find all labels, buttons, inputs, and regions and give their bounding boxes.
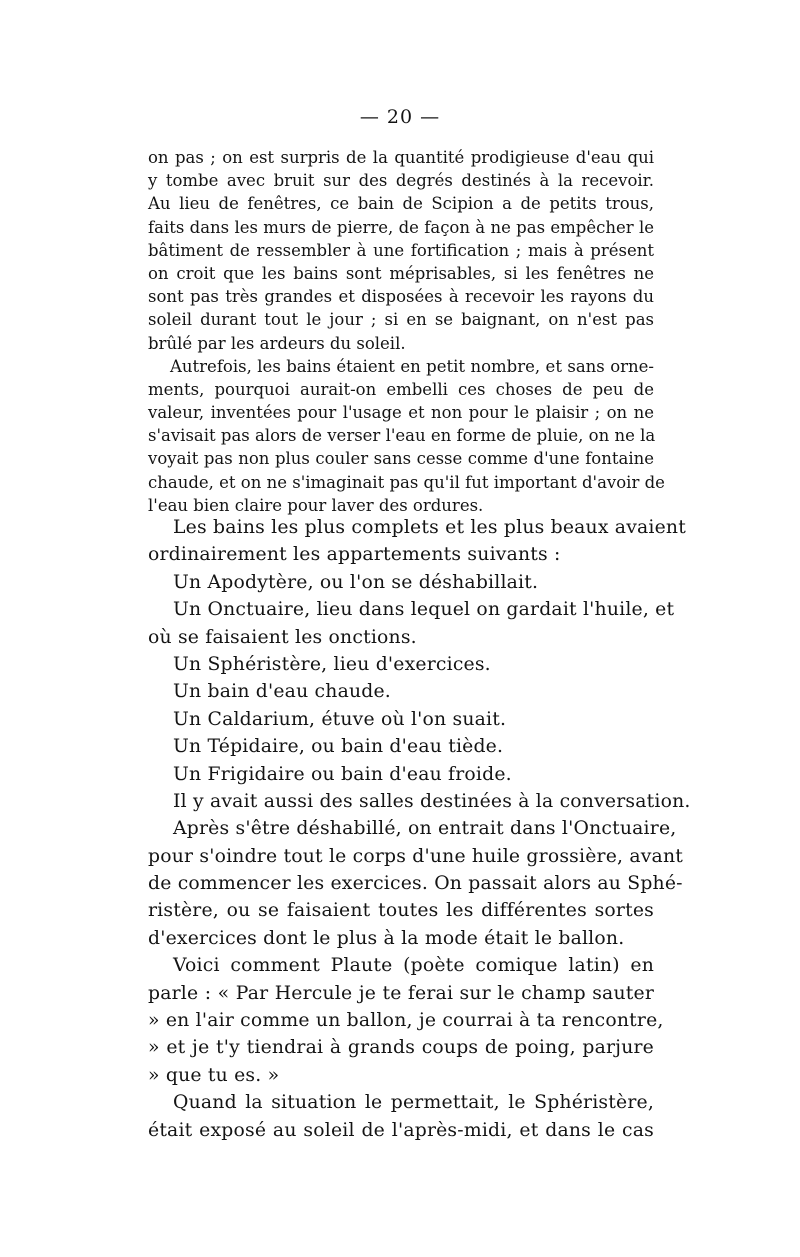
- page-number: — 20 —: [359, 106, 441, 128]
- text-line: voyait pas non plus couler sans cesse comme d'une fontaine: [148, 449, 654, 469]
- text-line: Les bains les plus complets et les plus beaux avaient: [173, 517, 686, 538]
- text-line: » que tu es. »: [148, 1064, 280, 1086]
- text-line: pour s'oindre tout le corps d'une huile grossière, avant: [148, 845, 684, 867]
- room-item: Un Frigidaire ou bain d'eau froide.: [173, 763, 512, 785]
- text-line: valeur, inventées pour l'usage et non pour le plaisir ; on ne: [148, 403, 654, 423]
- text-line: ments, pourquoi aurait-on embelli ces choses de peu de: [148, 379, 654, 399]
- text-line: Au lieu de fenêtres, ce bain de Scipion a de petits trous,: [148, 194, 654, 214]
- text-line: Voici comment Plaute (poète comique latin) en: [173, 955, 654, 977]
- room-item: Un Apodytère, ou l'on se déshabillait.: [173, 571, 539, 593]
- room-item-continued: où se faisaient les onctions.: [148, 626, 417, 648]
- large-text-block: [148, 514, 691, 1144]
- text-line: brûlé par les ardeurs du soleil.: [148, 333, 406, 353]
- room-item: Un Caldarium, étuve où l'on suait.: [173, 708, 507, 730]
- text-line: ordinairement les appartements suivants :: [148, 544, 561, 566]
- text-line: d'exercices dont le plus à la mode était le ballon.: [148, 927, 625, 949]
- text-line: Autrefois, les bains étaient en petit nombre, et sans orne-: [170, 356, 654, 376]
- room-item: Un Tépidaire, ou bain d'eau tiède.: [173, 736, 504, 758]
- text-line: parle : « Par Hercule je te ferai sur le champ sauter: [148, 982, 654, 1004]
- rooms-list: [148, 569, 691, 816]
- text-line: chaude, et on ne s'imaginait pas qu'il fut important d'avoir de: [148, 472, 665, 492]
- text-line: sont pas très grandes et disposées à recevoir les rayons du: [148, 287, 654, 307]
- text-line: ristère, ou se faisaient toutes les différentes sortes: [148, 900, 654, 922]
- paragraph-autrefois: [148, 355, 665, 517]
- paragraph-intro: [148, 514, 686, 569]
- text-line: était exposé au soleil de l'après-midi, et dans le cas: [148, 1119, 654, 1141]
- text-line: Après s'être déshabillé, on entrait dans l'Onctuaire,: [173, 818, 677, 840]
- paragraph-scipion-bath: [148, 146, 654, 355]
- text-line: on croit que les bains sont méprisables, si les fenêtres ne: [148, 263, 654, 283]
- room-item: Il y avait aussi des salles destinées à la conversation.: [173, 790, 691, 812]
- text-line: on pas ; on est surpris de la quantité prodigieuse d'eau qui: [148, 148, 654, 167]
- text-line: faits dans les murs de pierre, de façon à ne pas empêcher le: [148, 217, 654, 237]
- text-line: soleil durant tout le jour ; si en se baignant, on n'est pas: [148, 310, 654, 330]
- room-item: Un bain d'eau chaude.: [173, 681, 391, 703]
- text-line: s'avisait pas alors de verser l'eau en forme de pluie, on ne la: [148, 426, 656, 446]
- text-line: » en l'air comme un ballon, je courrai à ta rencontre,: [148, 1010, 664, 1032]
- small-text-block: [148, 146, 665, 517]
- paragraph-exercises: [148, 815, 684, 952]
- paragraph-plaute: [148, 952, 664, 1089]
- paragraph-situation: [148, 1089, 654, 1144]
- text-line: Quand la situation le permettait, le Sphéristère,: [173, 1092, 654, 1114]
- text-line: bâtiment de ressembler à une fortification ; mais à présent: [148, 240, 654, 260]
- text-line: y tombe avec bruit sur des degrés destinés à la recevoir.: [148, 171, 654, 191]
- text-line: l'eau bien claire pour laver des ordures.: [148, 495, 484, 515]
- room-item: Un Sphéristère, lieu d'exercices.: [173, 653, 491, 675]
- room-item: Un Onctuaire, lieu dans lequel on gardait l'huile, et: [173, 599, 675, 621]
- text-line: » et je t'y tiendrai à grands coups de poing, parjure: [148, 1037, 654, 1059]
- text-line: de commencer les exercices. On passait alors au Sphé-: [148, 873, 683, 895]
